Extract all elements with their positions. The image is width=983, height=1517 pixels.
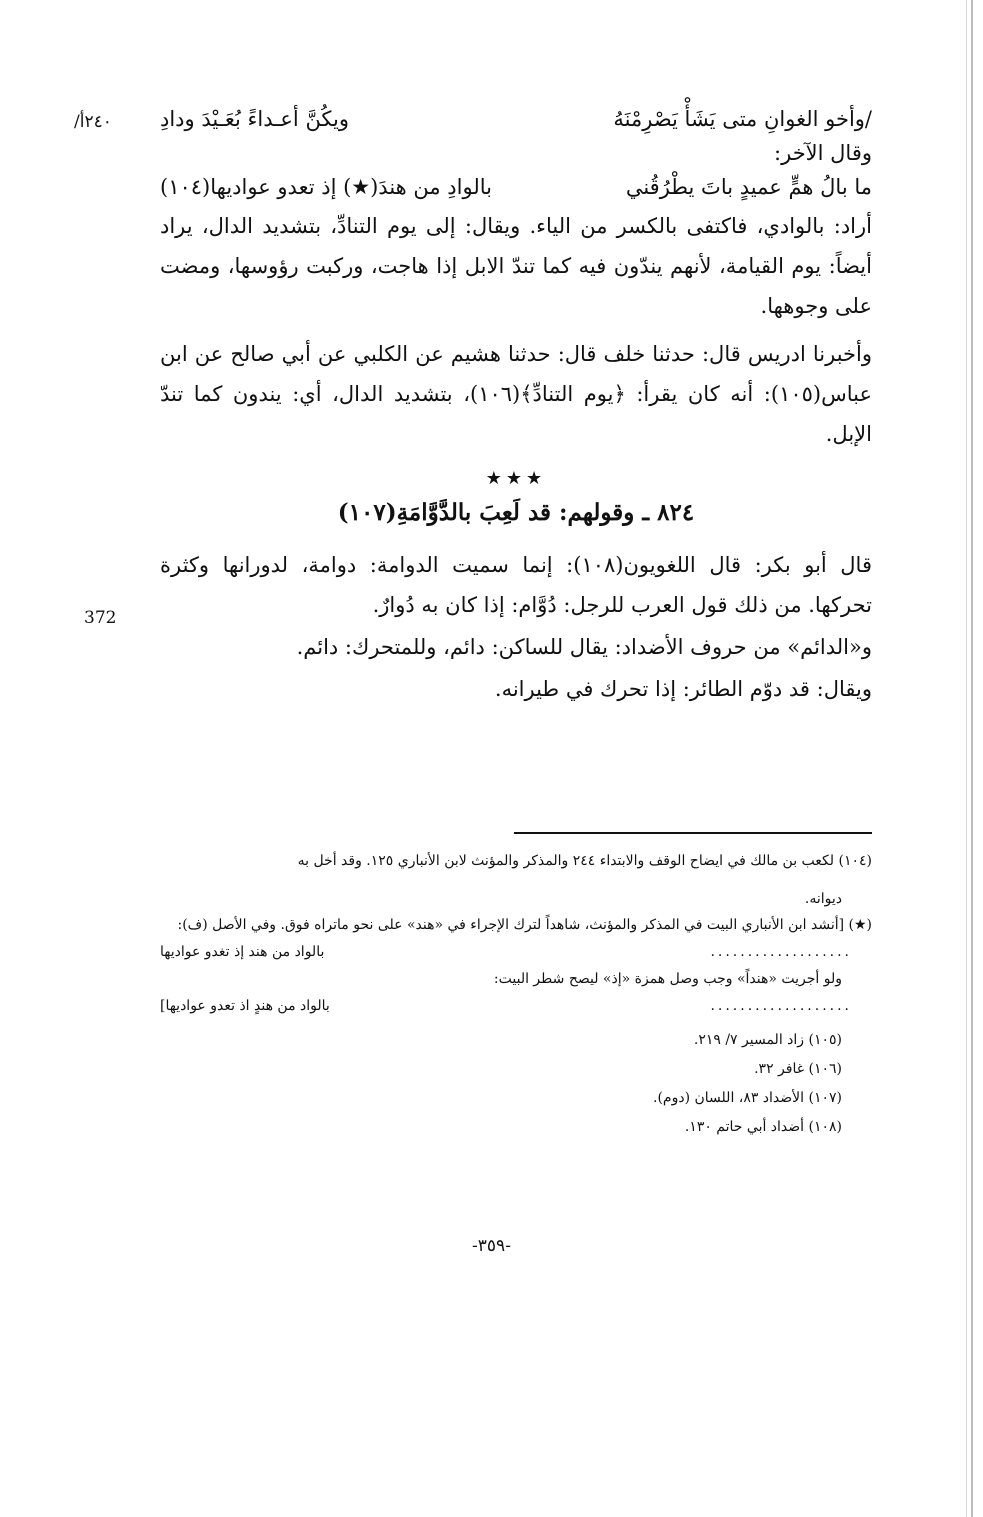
footnote-104: (١٠٤) لكعب بن مالك في ايضاح الوقف والابتداء ٢٤٤ والمذكر والمؤنث لابن الأنباري ١٢٥. وقد أخل به bbox=[297, 853, 872, 869]
footnote-106: (١٠٦) غافر ٣٢. bbox=[754, 1061, 842, 1077]
variant-1: بالواد من هند إذ تغدو عواديها bbox=[160, 944, 325, 960]
paragraph-5: ويقال: قد دوّم الطائر: إذا تحرك في طيرانه. bbox=[494, 677, 872, 701]
footnote-separator bbox=[514, 832, 872, 834]
verse-2 bbox=[160, 170, 872, 204]
section-divider-stars: ★★★ bbox=[485, 468, 547, 489]
footnotes bbox=[160, 848, 872, 1142]
footnote-104-continuation: ديوانه. bbox=[804, 891, 842, 907]
verse-1 bbox=[160, 102, 872, 136]
margin-edition-page: 372 bbox=[84, 608, 117, 628]
main-text bbox=[160, 102, 872, 709]
paragraph-4: و«الدائم» من حروف الأضداد: يقال للساكن: دائم، وللمتحرك: دائم. bbox=[296, 635, 872, 659]
footnote-variant-line-2 bbox=[160, 992, 872, 1020]
verse-1-hemistich-2: ويكُنَّ أعـداءً بُعَـيْدَ ودادِ bbox=[160, 107, 350, 131]
margin-folio: /٢٤٠أ bbox=[74, 112, 112, 132]
footnote-108: (١٠٨) أضداد أبي حاتم ١٣٠. bbox=[684, 1119, 842, 1135]
paragraph-2: وأخبرنا ادريس قال: حدثنا خلف قال: حدثنا هشيم عن الكلبي عن أبي صالح عن ابن عباس(١٠٥): أنه كان يقرأ: ﴿يوم التنادِّ﴾(١٠٦)، بتشديد الدال، أي: يندون كما تندّ الإبل. bbox=[160, 342, 872, 446]
variant-2: بالواد من هندٍ اذ تعدو عواديها] bbox=[160, 998, 330, 1014]
section-heading: ٨٢٤ ـ وقولهم: قد لَعِبَ بالدَّوَّامَةِ(١٠٧) bbox=[337, 499, 695, 526]
scan-edge-inner bbox=[966, 0, 967, 1517]
page-number: -٣٥٩- bbox=[472, 1236, 511, 1256]
scan-edge bbox=[971, 0, 973, 1517]
verse-2-hemistich-1: ما بالُ همٍّ عميدٍ باتَ يطْرُقُني bbox=[625, 175, 872, 199]
footnote-107: (١٠٧) الأضداد ٨٣، اللسان (دوم). bbox=[653, 1090, 842, 1106]
footnote-105: (١٠٥) زاد المسير ٧/ ٢١٩. bbox=[693, 1032, 842, 1048]
footnote-star-middle: ولو أجريت «هنداً» وجب وصل همزة «إذ» ليصح شطر البيت: bbox=[493, 971, 842, 987]
footnote-variant-line-1 bbox=[160, 938, 872, 966]
paragraph-1: أراد: بالوادي، فاكتفى بالكسر من الياء. ويقال: إلى يوم التنادِّ، بتشديد الدال، يراد أيضاً: يوم القيامة، لأنهم يندّون فيه كما تندّ الابل إذا هاجت، وركبت رؤوسها، ومضت على وجوهها. bbox=[160, 214, 872, 318]
ellipsis-dots: ................... bbox=[710, 998, 852, 1014]
verse-2-hemistich-2: بالوادِ من هندَ(★) إذ تعدو عواديها(١٠٤) bbox=[160, 175, 492, 199]
verse-1-hemistich-1: /وأخو الغوانِ متى يَشَأْ يَصْرِمْنَهُ bbox=[613, 107, 872, 131]
verse-2-intro: وقال الآخر: bbox=[774, 141, 872, 165]
footnote-star: (★) [أنشد ابن الأنباري البيت في المذكر والمؤنث، شاهداً لترك الإجراء في «هند» على نحو ماتراه فوق. وفي الأصل (ف): bbox=[177, 917, 872, 933]
paragraph-3: قال أبو بكر: قال اللغويون(١٠٨): إنما سميت الدوامة: دوامة، لدورانها وكثرة تحركها. من ذلك قول العرب للرجل: دُوَّام: إذا كان به دُوارٌ. bbox=[160, 553, 872, 617]
ellipsis-dots: ................... bbox=[710, 944, 852, 960]
